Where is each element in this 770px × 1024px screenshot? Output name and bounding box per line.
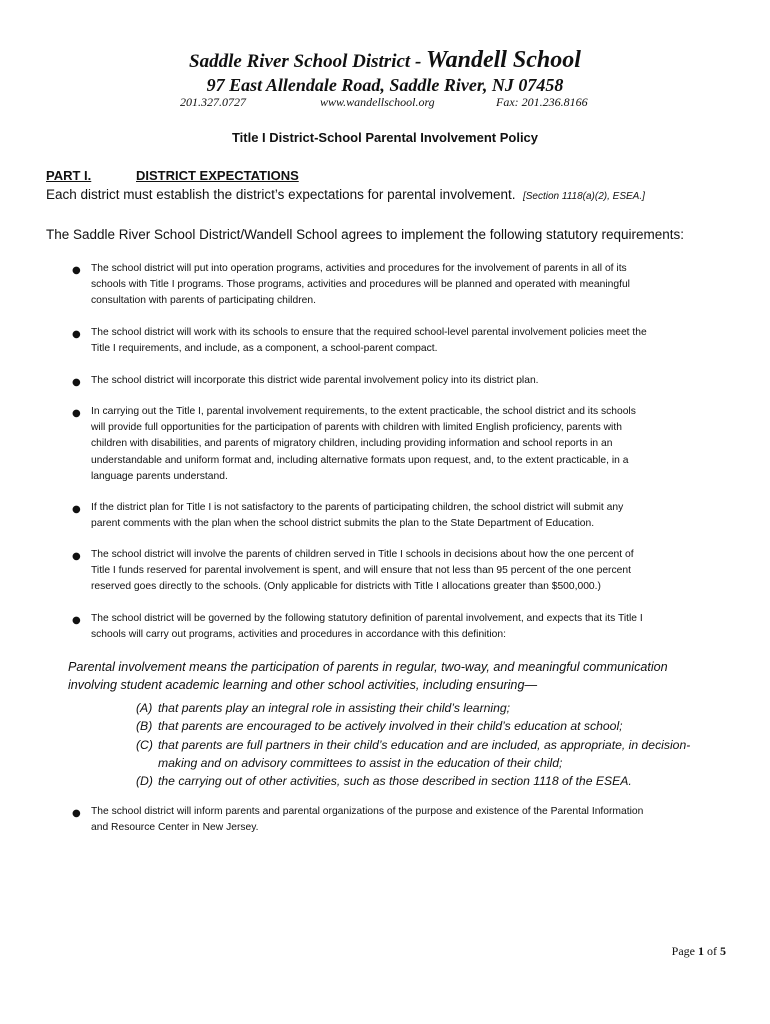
bullet-line: consultation with parents of participating children. [91, 295, 316, 307]
list-item [91, 404, 731, 485]
page-current: 1 [698, 944, 704, 958]
item-text: the carrying out of other activities, such as those described in section 1118 of the ESEA. [158, 774, 632, 788]
bullet-line: The school district will be governed by the following statutory definition of parental involvement, and expects that its Title I [91, 613, 643, 624]
definition-item-b [136, 717, 736, 735]
bullet-icon: ● [72, 808, 81, 819]
bullet-line: and Resource Center in New Jersey. [91, 822, 259, 834]
definition-item-a [136, 699, 736, 717]
bullet-icon: ● [72, 329, 81, 340]
bullet-line: Title I requirements, and include, as a component, a school-parent compact. [91, 343, 438, 355]
bullet-line: language parents understand. [91, 470, 228, 482]
list-item [91, 611, 731, 643]
list-item [91, 547, 731, 596]
district-name: Saddle River School District - [189, 51, 427, 72]
letterhead-website: www.wandellschool.org [320, 95, 435, 109]
definition-item-d [136, 772, 736, 790]
bullet-icon: ● [72, 551, 81, 562]
bullet-icon: ● [72, 265, 81, 276]
page-number [672, 944, 726, 958]
school-name: Wandell School [426, 47, 581, 73]
item-label: (B) [136, 719, 153, 733]
parental-involvement-definition [68, 658, 728, 694]
item-text: making and on advisory committees to assist in the education of their child; [158, 756, 563, 770]
page-total: 5 [720, 944, 726, 958]
item-text: that parents play an integral role in assisting their child’s learning; [158, 701, 511, 715]
bullet-line: will provide full opportunities for the participation of parents with children with limited English proficiency, parents with [91, 422, 622, 434]
list-item [91, 373, 731, 389]
list-item [91, 500, 731, 532]
definition-line: involving student academic learning and other school activities, including ensuring— [68, 678, 538, 692]
letterhead-title [0, 47, 770, 75]
page-of: of [704, 944, 720, 958]
bullet-line: The school district will involve the parents of children served in Title I schools in decisions about how the one percent of [91, 549, 634, 560]
list-item [91, 325, 731, 357]
bullet-line: The school district will put into operation programs, activities and procedures for the involvement of parents in all of its [91, 263, 627, 274]
letterhead-phone: 201.327.0727 [180, 95, 246, 109]
bullet-icon: ● [72, 504, 81, 515]
expectation-text: Each district must establish the district’s expectations for parental involvement. [46, 187, 516, 202]
bullet-line: reserved goes directly to the schools. (Only applicable for districts with Title I allocations greater than $500,000.) [91, 581, 601, 593]
letterhead-address: 97 East Allendale Road, Saddle River, NJ 07458 [206, 75, 564, 95]
item-text: that parents are full partners in their child’s education and are included, as appropriate, in decision- [158, 738, 691, 752]
item-label: (D) [136, 774, 153, 788]
page-word: Page [671, 944, 698, 958]
bullet-line: children with disabilities, and parents of migratory children, including providing information and school reports in an [91, 438, 613, 450]
district-expectation-statement [46, 186, 645, 206]
letterhead-fax: Fax: 201.236.8166 [496, 95, 588, 109]
item-label: (A) [136, 701, 153, 715]
bullet-line: parent comments with the plan when the school district submits the plan to the State Department of Education. [91, 518, 595, 530]
item-text: that parents are encouraged to be actively involved in their child’s education at school; [158, 719, 623, 733]
definition-item-c [136, 736, 736, 772]
agreement-statement: The Saddle River School District/Wandell School agrees to implement the following statutory requirements: [46, 227, 685, 242]
list-item [91, 261, 731, 310]
bullet-line: understandable and uniform format and, including alternative formats upon request, and, to the extent practicable, in a [91, 454, 629, 466]
bullet-icon: ● [72, 377, 81, 388]
part-label: PART I. [46, 168, 92, 183]
bullet-line: schools with Title I programs. Those programs, activities and procedures will be planned and operated with meaningful [91, 279, 630, 291]
bullet-line: The school district will work with its schools to ensure that the required school-level parental involvement policies meet the [91, 327, 647, 338]
bullet-line: The school district will inform parents and parental organizations of the purpose and existence of the Parental Information [91, 806, 644, 817]
item-label: (C) [136, 738, 153, 752]
part-heading: DISTRICT EXPECTATIONS [136, 168, 299, 183]
definition-line: Parental involvement means the participation of parents in regular, two-way, and meaningful communication [68, 660, 668, 674]
bullet-line: The school district will incorporate this district wide parental involvement policy into its district plan. [91, 375, 539, 386]
bullet-line: Title I funds reserved for parental involvement is spent, and will ensure that not less than 95 percent of the one percent [91, 565, 631, 577]
bullet-line: schools will carry out programs, activities and procedures in accordance with this definition: [91, 629, 506, 641]
bullet-line: If the district plan for Title I is not satisfactory to the parents of participating children, the school district will submit any [91, 502, 624, 513]
expectation-citation: [Section 1118(a)(2), ESEA.] [522, 191, 645, 202]
policy-title: Title I District-School Parental Involvement Policy [231, 130, 539, 145]
list-item [91, 804, 731, 836]
bullet-icon: ● [72, 615, 81, 626]
bullet-icon: ● [72, 408, 81, 419]
bullet-line: In carrying out the Title I, parental involvement requirements, to the extent practicable, the school district and its schools [91, 406, 636, 417]
